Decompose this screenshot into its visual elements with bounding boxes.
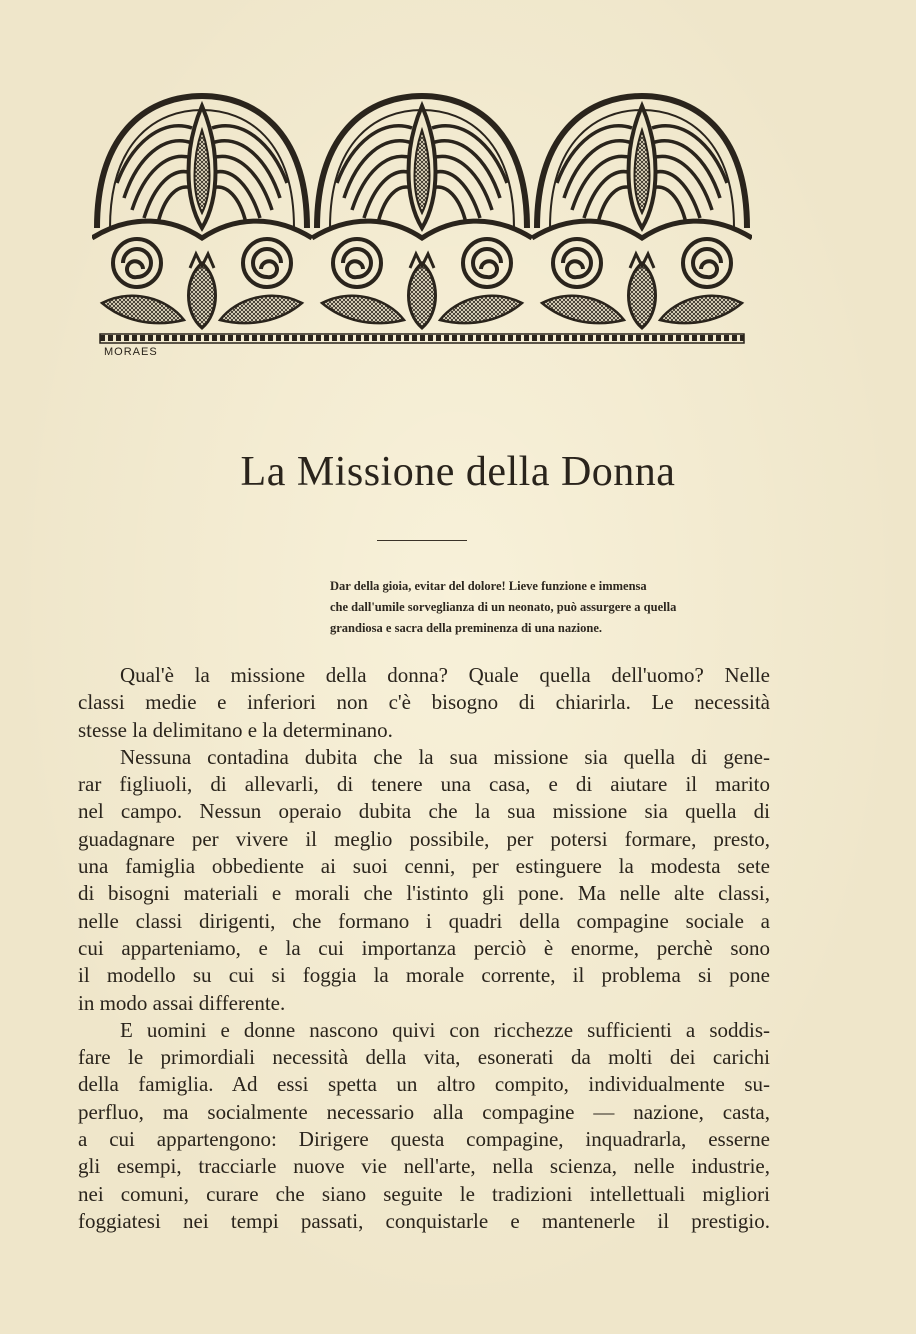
ornament-signature: MORAES [104, 346, 158, 358]
body-line: il modello su cui si foggia la morale corrente, il problema si pone [78, 963, 770, 988]
body-line: stesse la delimitano e la determinano. [78, 717, 393, 742]
epigraph [330, 576, 780, 639]
body-line: Nessuna contadina dubita che la sua missione sia quella di gene- [120, 744, 770, 769]
body-line: nel campo. Nessun operaio dubita che la sua missione sia quella di [78, 799, 770, 824]
body-line: E uomini e donne nascono quivi con ricchezze sufficienti a soddis- [120, 1017, 770, 1042]
body-line: in modo assai differente. [78, 990, 286, 1015]
body-line: a cui appartengono: Dirigere questa compagine, inquadrarla, esserne [78, 1127, 770, 1152]
body-line: fare le primordiali necessità della vita, esonerati da molti dei carichi [78, 1045, 770, 1070]
body-line: classi medie e inferiori non c'è bisogno di chiarirla. Le necessità [78, 690, 770, 715]
body-line: rar figliuoli, di allevarli, di tenere una casa, e di aiutare il marito [78, 772, 770, 797]
body-line: Qual'è la missione della donna? Quale quella dell'uomo? Nelle [120, 663, 770, 687]
body-line: perfluo, ma socialmente necessario alla compagine — nazione, casta, [78, 1099, 770, 1124]
body-line: cui apparteniamo, e la cui importanza perciò è enorme, perchè sono [78, 935, 770, 960]
epigraph-line: grandiosa e sacra della preminenza di una nazione. [330, 621, 603, 635]
body-line: foggiatesi nei tempi passati, conquistarle e mantenerle il prestigio. [78, 1208, 770, 1233]
article-title: La Missione della Donna [240, 449, 676, 495]
epigraph-line: Dar della gioia, evitar del dolore! Lieve funzione e immensa [330, 579, 647, 593]
body-line: nelle classi dirigenti, che formano i quadri della compagine sociale a [78, 908, 770, 933]
body-line: guadagnare per vivere il meglio possibile, per potersi formare, presto, [78, 826, 770, 851]
body-line: della famiglia. Ad essi spetta un altro compito, individualmente su- [78, 1072, 770, 1097]
title-divider [377, 540, 467, 541]
body-line: di bisogni materiali e morali che l'istinto gli pone. Ma nelle alte classi, [78, 881, 770, 906]
body-line: nei comuni, curare che siano seguite le tradizioni intellettuali migliori [78, 1181, 770, 1206]
epigraph-line: che dall'umile sorveglianza di un neonato, può assurgere a quella [330, 600, 677, 614]
decorative-header-ornament [92, 88, 752, 368]
article-body [78, 662, 770, 1235]
body-line: una famiglia obbediente ai suoi cenni, per estinguere la modesta sete [78, 854, 770, 879]
body-line: gli esempi, tracciarle nuove vie nell'arte, nella scienza, nelle industrie, [78, 1154, 770, 1179]
